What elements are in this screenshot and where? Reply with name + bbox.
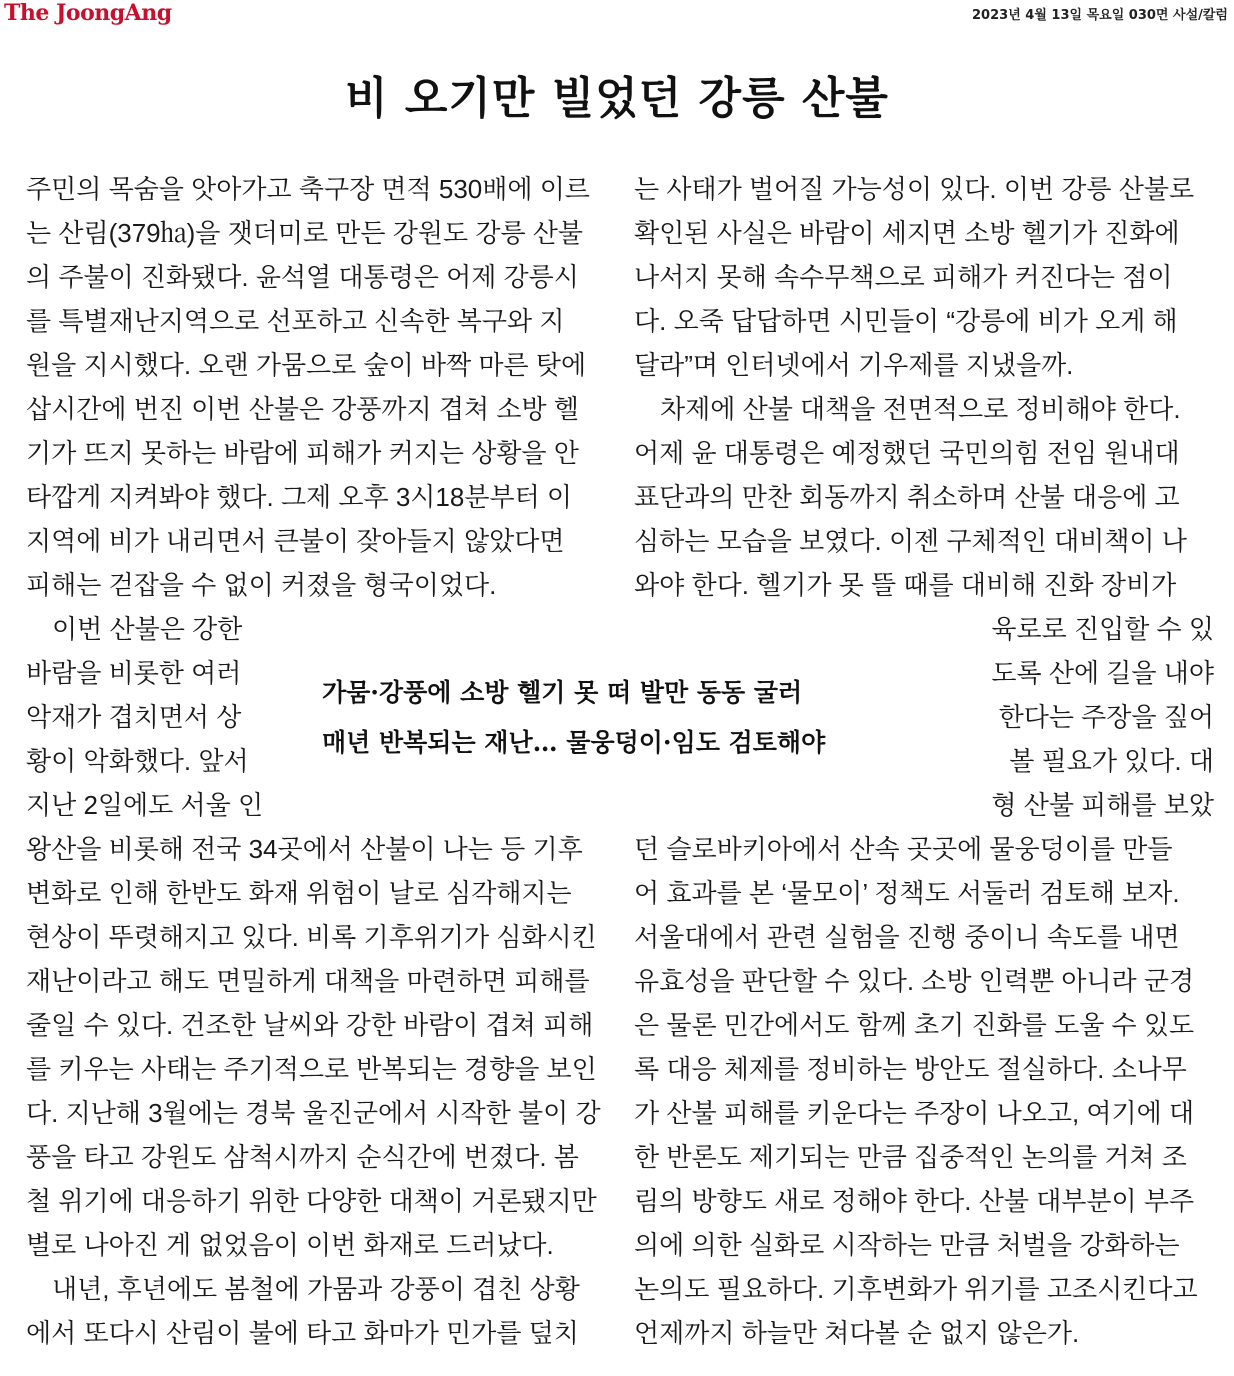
text-line: 다. 지난해 3월에는 경북 울진군에서 시작한 불이 강 — [26, 1098, 601, 1128]
text-line: 한 반론도 제기되는 만큼 집중적인 논의를 거쳐 조 — [634, 1142, 1187, 1172]
text-line: 줄일 수 있다. 건조한 날씨와 강한 바람이 겹쳐 피해 — [26, 1010, 594, 1040]
text-line: 차제에 산불 대책을 전면적으로 정비해야 한다. — [634, 394, 1181, 424]
text-line: 다. 오죽 답답하면 시민들이 “강릉에 비가 오게 해 — [634, 306, 1178, 336]
text-line: 별로 나아진 게 없었음이 이번 화재로 드러났다. — [26, 1230, 554, 1260]
text-line: 는 사태가 벌어질 가능성이 있다. 이번 강릉 산불로 — [634, 174, 1195, 204]
text-line: 피해는 걷잡을 수 없이 커졌을 형국이었다. — [26, 570, 497, 600]
text-line: 나서지 못해 속수무책으로 피해가 커진다는 점이 — [634, 262, 1173, 292]
text-line: 와야 한다. 헬기가 못 뜰 때를 대비해 진화 장비가 — [634, 570, 1177, 600]
text-line: 은 물론 민간에서도 함께 초기 진화를 도울 수 있도 — [634, 1010, 1195, 1040]
text-line: 록 대응 체제를 정비하는 방안도 절실하다. 소나무 — [634, 1054, 1187, 1084]
right-column-top — [634, 167, 1214, 607]
text-line: 육로로 진입할 수 있 — [991, 614, 1214, 644]
text-line: 원을 지시했다. 오랜 가뭄으로 숲이 바짝 마른 탓에 — [26, 350, 587, 380]
text-line: 악재가 겹치면서 상 — [26, 702, 242, 732]
text-line: 변화로 인해 한반도 화재 위험이 날로 심각해지는 — [26, 878, 572, 908]
text-line: 확인된 사실은 바람이 세지면 소방 헬기가 진화에 — [634, 218, 1180, 248]
text-line: 주민의 목숨을 앗아가고 축구장 면적 530배에 이르 — [26, 174, 590, 204]
text-line: 림의 방향도 새로 정해야 한다. 산불 대부분이 부주 — [634, 1186, 1195, 1216]
text-line: 지난 2일에도 서울 인 — [26, 790, 264, 820]
left-column-top — [26, 167, 606, 607]
subheadline — [322, 668, 825, 768]
text-line: 의 주불이 진화됐다. 윤석열 대통령은 어제 강릉시 — [26, 262, 579, 292]
text-line: 기가 뜨지 못하는 바람에 피해가 커지는 상황을 안 — [26, 438, 579, 468]
text-line: 심하는 모습을 보였다. 이젠 구체적인 대비책이 나 — [634, 526, 1187, 556]
text-line: 타깝게 지켜봐야 했다. 그제 오후 3시18분부터 이 — [26, 482, 573, 512]
left-column-narrow — [26, 607, 271, 827]
text-line: 에서 또다시 산림이 불에 타고 화마가 민가를 덮치 — [26, 1318, 579, 1348]
text-line: 이번 산불은 강한 — [26, 614, 243, 644]
text-line: 현상이 뚜렷해지고 있다. 비록 기후위기가 심화시킨 — [26, 922, 597, 952]
text-line: 한다는 주장을 짚어 — [998, 702, 1214, 732]
right-column-narrow — [960, 607, 1214, 827]
left-column-bottom — [26, 827, 606, 1355]
text-line: 풍을 타고 강원도 삼척시까지 순식간에 번졌다. 봄 — [26, 1142, 579, 1172]
text-line: 바람을 비롯한 여러 — [26, 658, 242, 688]
text-line: 언제까지 하늘만 쳐다볼 순 없지 않은가. — [634, 1318, 1080, 1348]
text-line: 왕산을 비롯해 전국 34곳에서 산불이 나는 등 기후 — [26, 834, 583, 864]
text-line: 내년, 후년에도 봄철에 가뭄과 강풍이 겹친 상황 — [26, 1274, 580, 1304]
text-line: 가 산불 피해를 키운다는 주장이 나오고, 여기에 대 — [634, 1098, 1195, 1128]
text-line: 서울대에서 관련 실험을 진행 중이니 속도를 내면 — [634, 922, 1180, 952]
text-line: 를 특별재난지역으로 선포하고 신속한 복구와 지 — [26, 306, 565, 336]
text-line: 황이 악화했다. 앞서 — [26, 746, 249, 776]
subheadline-line: 가뭄·강풍에 소방 헬기 못 떠 발만 동동 굴러 — [322, 678, 803, 707]
text-line: 어 효과를 본 ‘물모이’ 정책도 서둘러 검토해 보자. — [634, 878, 1180, 908]
text-line: 달라”며 인터넷에서 기우제를 지냈을까. — [634, 350, 1074, 380]
dateline: 2023년 4월 13일 목요일 030면 사설/칼럼 — [972, 8, 1228, 23]
text-line: 형 산불 피해를 보았 — [991, 790, 1214, 820]
text-line: 유효성을 판단할 수 있다. 소방 인력뿐 아니라 군경 — [634, 966, 1195, 996]
text-line: 를 키우는 사태는 주기적으로 반복되는 경향을 보인 — [26, 1054, 597, 1084]
text-line: 철 위기에 대응하기 위한 다양한 대책이 거론됐지만 — [26, 1186, 597, 1216]
text-line: 어제 윤 대통령은 예정했던 국민의힘 전임 원내대 — [634, 438, 1180, 468]
text-line: 도록 산에 길을 내야 — [991, 658, 1214, 688]
subheadline-line: 매년 반복되는 재난… 물웅덩이·임도 검토해야 — [322, 728, 826, 757]
text-line: 의에 의한 실화로 시작하는 만큼 처벌을 강화하는 — [634, 1230, 1180, 1260]
page-title: 비 오기만 빌었던 강릉 산불 — [345, 73, 889, 124]
text-line: 던 슬로바키아에서 산속 곳곳에 물웅덩이를 만들 — [634, 834, 1173, 864]
masthead-logo: The JoongAng — [4, 0, 172, 26]
text-line: 는 산림(379㏊)을 잿더미로 만든 강원도 강릉 산불 — [26, 218, 584, 248]
right-column-bottom — [634, 827, 1214, 1355]
text-line: 지역에 비가 내리면서 큰불이 잦아들지 않았다면 — [26, 526, 565, 556]
text-line: 삽시간에 번진 이번 산불은 강풍까지 겹쳐 소방 헬 — [26, 394, 579, 424]
text-line: 재난이라고 해도 면밀하게 대책을 마련하면 피해를 — [26, 966, 590, 996]
text-line: 볼 필요가 있다. 대 — [1009, 746, 1214, 776]
text-line: 논의도 필요하다. 기후변화가 위기를 고조시킨다고 — [634, 1274, 1198, 1304]
text-line: 표단과의 만찬 회동까지 취소하며 산불 대응에 고 — [634, 482, 1180, 512]
